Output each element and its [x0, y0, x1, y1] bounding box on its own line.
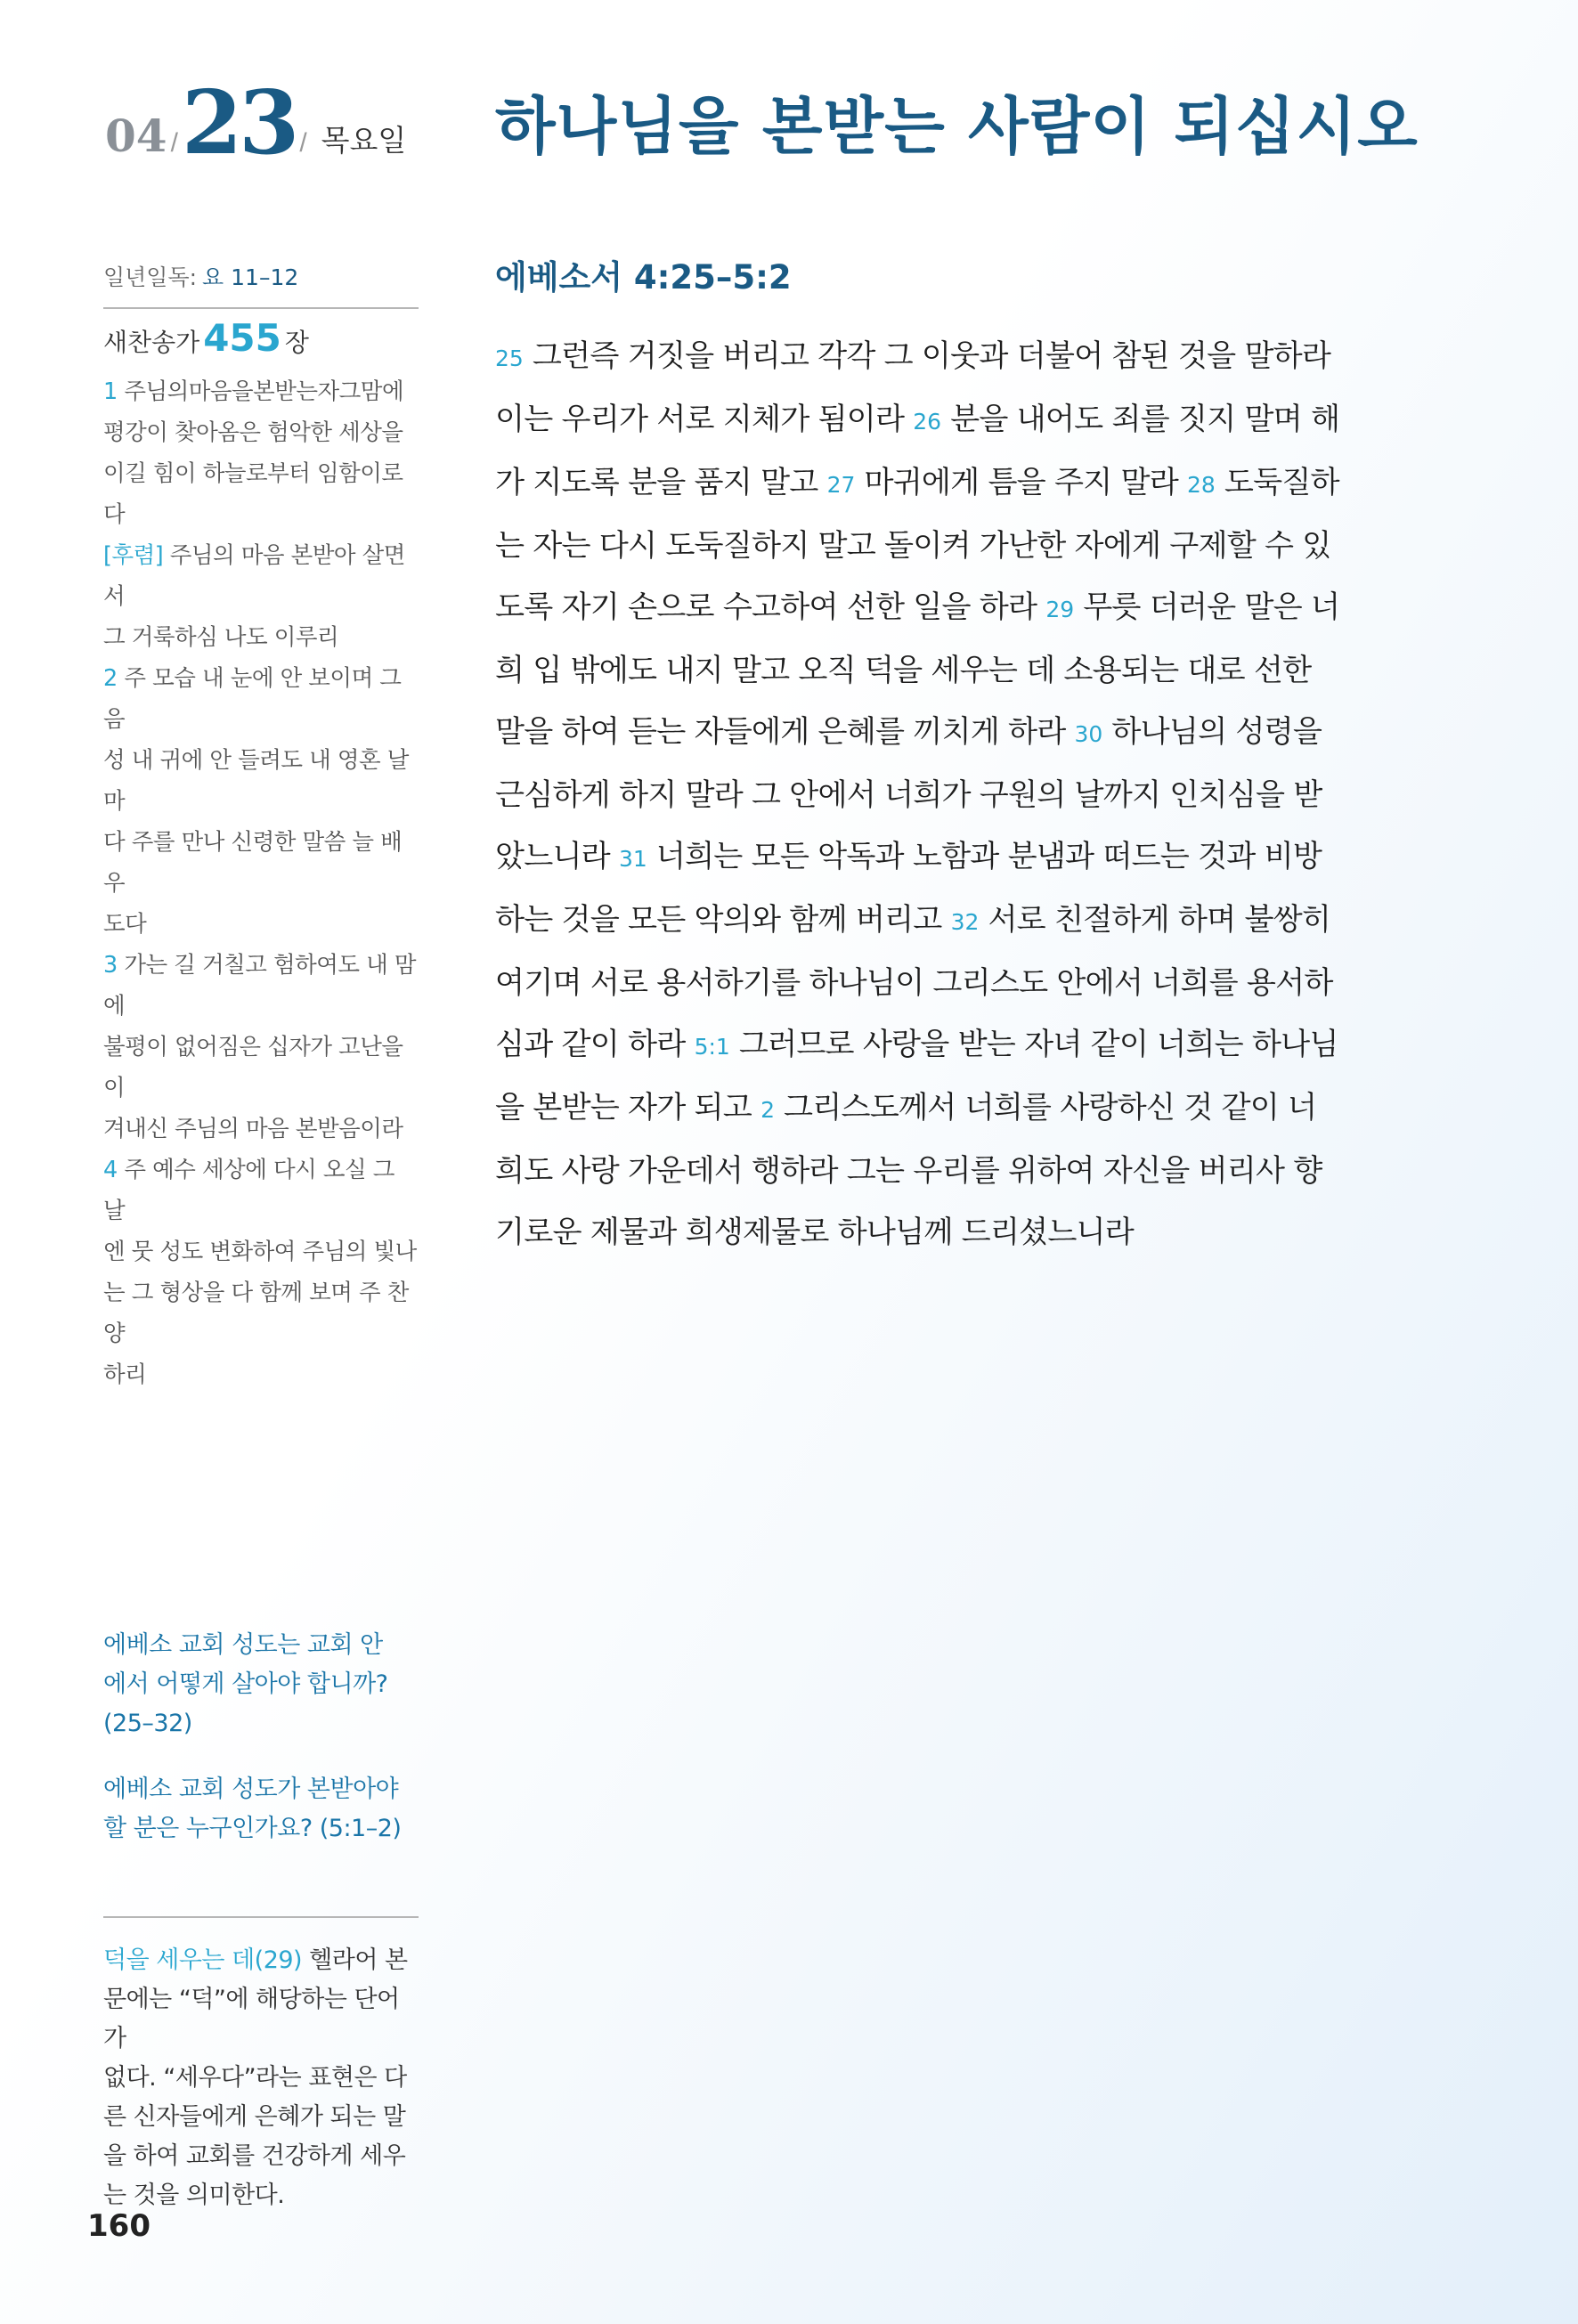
- hymn-line: [103, 1231, 419, 1272]
- hymn-line-text: 성 내 귀에 안 들려도 내 영혼 날마: [103, 746, 409, 815]
- scripture-passage: [495, 326, 1418, 1264]
- passage-text: 희 입 밖에도 내지 말고 오직 덕을 세우는 데 소용되는 대로 선한: [495, 653, 1312, 689]
- word-note-line: 없다. “세우다”라는 표현은 다: [103, 2064, 407, 2092]
- hymn-line: [103, 1354, 419, 1395]
- verse-number: 5:1: [694, 1034, 730, 1060]
- passage-line: [495, 1141, 1418, 1202]
- passage-text: 가 지도록 분을 품지 말고: [495, 465, 827, 501]
- date-month: 04: [105, 110, 167, 162]
- divider: [103, 307, 419, 309]
- word-note-text: 헬라어 본: [302, 1946, 408, 1974]
- hymn-verse-number: 2: [103, 664, 118, 692]
- date-separator: /: [299, 128, 307, 158]
- passage-line: [495, 1014, 1418, 1077]
- yearly-reading-ref: 요 11–12: [202, 264, 299, 290]
- passage-line: [495, 326, 1418, 389]
- hymn-line-text: 평강이 찾아옴은 험악한 세상을: [103, 418, 403, 446]
- passage-line: [495, 1077, 1418, 1141]
- yearly-reading-label: 일년일독:: [103, 264, 198, 290]
- question-2-line: 에베소 교회 성도가 본받아야: [103, 1776, 399, 1803]
- passage-text: 마귀에게 틈을 주지 말라: [855, 465, 1187, 501]
- verse-number: 32: [950, 909, 980, 936]
- passage-text: 근심하게 하지 말라 그 안에서 너희가 구원의 날까지 인치심을 받: [495, 777, 1322, 814]
- hymn-number: 455: [203, 315, 281, 360]
- study-questions: [103, 1626, 419, 1849]
- hymn-line: [103, 1272, 419, 1354]
- hymn-line-text: 다 주를 만나 신령한 말씀 늘 배우: [103, 828, 403, 897]
- hymn-suffix: 장: [284, 327, 309, 357]
- passage-line: [495, 702, 1418, 765]
- date-block: [105, 72, 407, 180]
- hymn-line: [103, 371, 419, 412]
- hymn-line: [103, 904, 419, 945]
- hymn-line-text: 불평이 없어짐은 십자가 고난을 이: [103, 1033, 403, 1101]
- passage-reference: 에베소서 4:25–5:2: [495, 258, 792, 297]
- passage-line: [495, 765, 1418, 826]
- word-note-line: 른 신자들에게 은혜가 되는 말: [103, 2103, 406, 2131]
- passage-line: [495, 1202, 1418, 1264]
- passage-line: [495, 826, 1418, 890]
- question-1-line: 에베소 교회 성도는 교회 안: [103, 1631, 383, 1659]
- passage-text: 너희는 모든 악독과 노함과 분냄과 떠드는 것과 비방: [647, 839, 1322, 875]
- hymn-verse-number: 4: [103, 1156, 118, 1183]
- hymn-line: [103, 617, 419, 658]
- date-separator: /: [170, 128, 178, 158]
- date-day: 23: [181, 72, 297, 175]
- word-note-line: 을 하여 교회를 건강하게 세우: [103, 2142, 406, 2170]
- passage-text: 심과 같이 하라: [495, 1027, 695, 1063]
- hymn-line-text: 이길 힘이 하늘로부터 임함이로다: [103, 459, 403, 528]
- passage-text: 서로 친절하게 하며 불쌍히: [979, 902, 1331, 939]
- passage-line: [495, 389, 1418, 452]
- word-note-term: 덕을 세우는 데(29): [103, 1946, 303, 1974]
- verse-number: 31: [618, 846, 647, 873]
- hymn-line: [103, 535, 419, 617]
- passage-text: 을 본받는 자가 되고: [495, 1090, 761, 1126]
- passage-line: [495, 953, 1418, 1014]
- hymn-line: [103, 1109, 419, 1150]
- word-note-line: 문에는 “덕”에 해당하는 단어가: [103, 1986, 400, 2052]
- passage-text: 는 자는 다시 도둑질하지 말고 돌이켜 가난한 자에게 구제할 수 있: [495, 528, 1331, 565]
- hymn-line-text: 하리: [103, 1361, 147, 1388]
- passage-text: 이는 우리가 서로 지체가 됨이라: [495, 402, 914, 438]
- passage-text: 도록 자기 손으로 수고하여 선한 일을 하라: [495, 589, 1046, 626]
- passage-line: [495, 890, 1418, 953]
- hymn-prefix: 새찬송가: [103, 327, 200, 357]
- question-1-line: 에서 어떻게 살아야 합니까?: [103, 1670, 388, 1698]
- passage-text: 았느니라: [495, 839, 619, 875]
- hymn-verse-number: 1: [103, 378, 118, 405]
- hymn-line: [103, 1150, 419, 1231]
- hymn-line: [103, 453, 419, 535]
- hymn-line: [103, 412, 419, 453]
- word-note-line: [103, 1941, 419, 1980]
- question-2: [103, 1770, 419, 1849]
- passage-text: 희도 사랑 가운데서 행하라 그는 우리를 위하여 자신을 버리사 향: [495, 1153, 1322, 1190]
- hymn-line: [103, 740, 419, 822]
- passage-text: 그런즉 거짓을 버리고 각각 그 이웃과 더불어 참된 것을 말하라: [523, 338, 1331, 375]
- verse-number: 26: [913, 409, 942, 435]
- passage-line: [495, 516, 1418, 577]
- passage-text: 여기며 서로 용서하기를 하나님이 그리스도 안에서 너희를 용서하: [495, 965, 1333, 1002]
- hymn-line: [103, 658, 419, 740]
- hymn-chorus-label: [후렴]: [103, 541, 164, 569]
- hymn-line-text: 주 모습 내 눈에 안 보이며 그 음: [103, 664, 402, 733]
- passage-text: 하는 것을 모든 악의와 함께 버리고: [495, 902, 951, 939]
- word-note: [103, 1941, 419, 2215]
- verse-number: 30: [1074, 721, 1103, 748]
- hymn-line-text: 그 거룩하심 나도 이루리: [103, 623, 339, 651]
- sidebar: [103, 264, 419, 1395]
- hymn-lyrics: [103, 371, 419, 1395]
- passage-text: 그리스도께서 너희를 사랑하신 것 같이 너: [774, 1090, 1317, 1126]
- passage-text: 무릇 더러운 말은 너: [1074, 589, 1340, 626]
- hymn-header: [103, 315, 419, 360]
- passage-text: 도둑질하: [1215, 465, 1339, 501]
- verse-number: 27: [826, 472, 856, 499]
- yearly-reading: [103, 264, 419, 307]
- hymn-line: [103, 1027, 419, 1109]
- passage-line: [495, 452, 1418, 516]
- verse-number: 28: [1187, 472, 1216, 499]
- hymn-line-text: 주님의 마음 본받아 살면서: [103, 541, 405, 610]
- passage-line: [495, 640, 1418, 702]
- passage-text: 하나님의 성령을: [1102, 714, 1322, 751]
- question-1: [103, 1626, 419, 1743]
- hymn-line-text: 주님의마음을본받는자그맘에: [124, 378, 404, 405]
- hymn-line-text: 겨내신 주님의 마음 본받음이라: [103, 1115, 403, 1142]
- question-1-line: (25–32): [103, 1710, 192, 1737]
- hymn-line-text: 가는 길 거칠고 험하여도 내 맘에: [103, 951, 416, 1020]
- verse-number: 25: [495, 345, 524, 372]
- hymn-line-text: 도다: [103, 910, 147, 938]
- question-2-line: 할 분은 누구인가요? (5:1–2): [103, 1815, 402, 1842]
- divider: [103, 1916, 419, 1918]
- passage-text: 말을 하여 듣는 자들에게 은혜를 끼치게 하라: [495, 714, 1075, 751]
- scripture-section: [495, 258, 1418, 1264]
- date-weekday: 목요일: [321, 123, 407, 158]
- hymn-line: [103, 945, 419, 1027]
- page-title: 하나님을 본받는 사람이 되십시오: [495, 90, 1419, 163]
- verse-number: 29: [1045, 597, 1075, 623]
- hymn-line-text: 주 예수 세상에 다시 오실 그 날: [103, 1156, 394, 1224]
- hymn-verse-number: 3: [103, 951, 118, 979]
- hymn-line-text: 는 그 형상을 다 함께 보며 주 찬양: [103, 1279, 409, 1347]
- hymn-line: [103, 822, 419, 904]
- verse-number: 2: [761, 1097, 775, 1124]
- passage-text: 분을 내어도 죄를 짓지 말며 해: [941, 402, 1340, 438]
- page-number: 160: [87, 2208, 150, 2244]
- passage-text: 기로운 제물과 희생제물로 하나님께 드리셨느니라: [495, 1215, 1134, 1251]
- passage-text: 그러므로 사랑을 받는 자녀 같이 너희는 하나님: [729, 1027, 1338, 1063]
- passage-line: [495, 577, 1418, 640]
- hymn-line-text: 엔 뭇 성도 변화하여 주님의 빛나: [103, 1238, 417, 1265]
- word-note-line: 는 것을 의미한다.: [103, 2182, 285, 2209]
